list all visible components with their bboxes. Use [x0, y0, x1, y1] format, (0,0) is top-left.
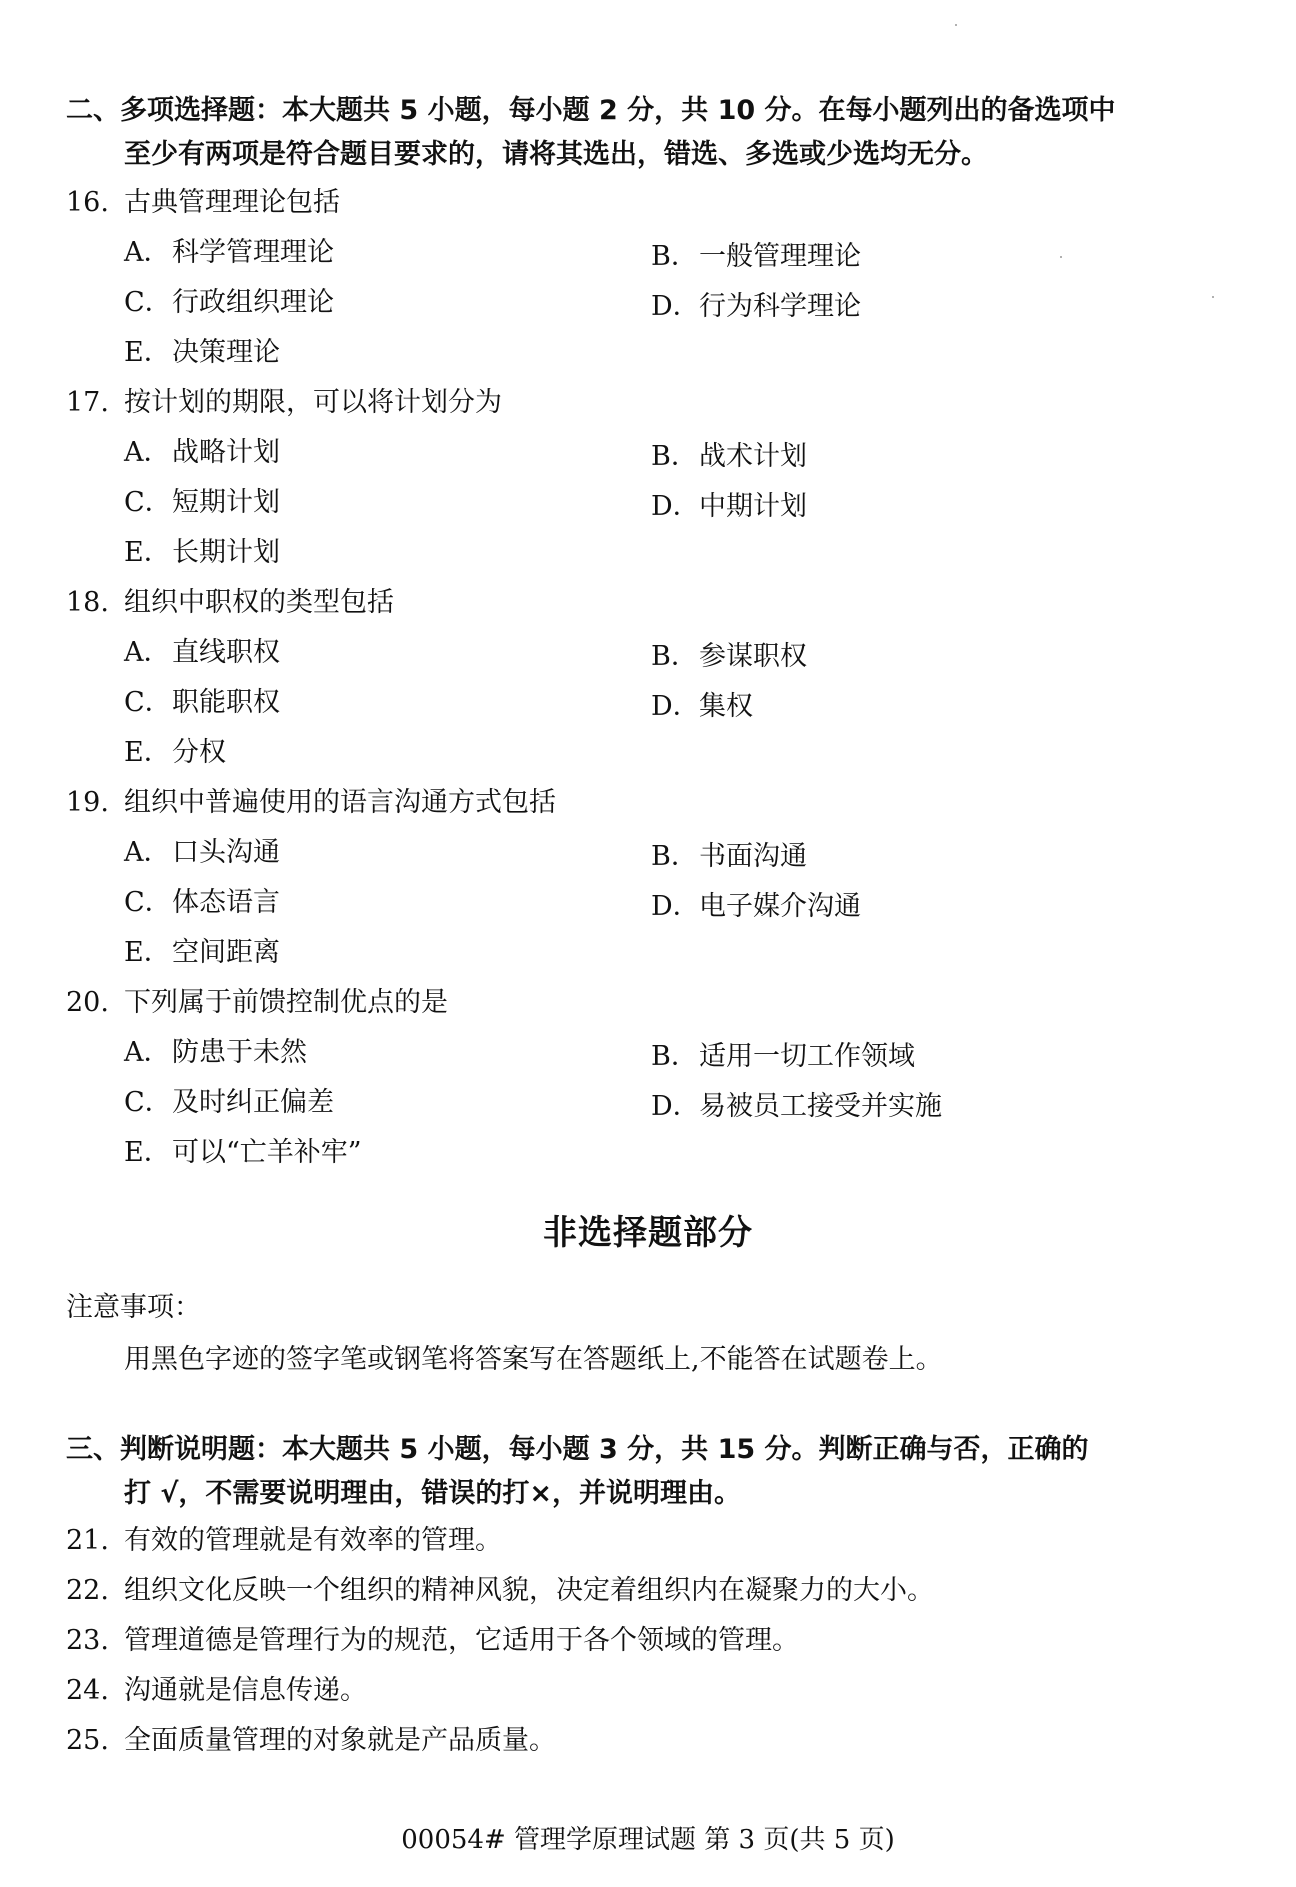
option-key: D． — [651, 1091, 700, 1122]
option-a — [124, 1028, 307, 1078]
option-text: 书面沟通 — [699, 841, 807, 872]
option-text: 口头沟通 — [172, 837, 280, 868]
page-footer: 00054# 管理学原理试题 第 3 页(共 5 页) — [401, 1825, 895, 1855]
question-number: 23. — [66, 1625, 109, 1656]
option-text: 防患于未然 — [172, 1037, 307, 1068]
option-key: D． — [651, 291, 700, 322]
option-key: A． — [124, 237, 171, 268]
option-key: D． — [651, 491, 700, 522]
option-key: A． — [124, 637, 171, 668]
option-text: 直线职权 — [172, 637, 280, 668]
question-text: 全面质量管理的对象就是产品质量。 — [124, 1725, 556, 1756]
option-text: 科学管理理论 — [172, 237, 334, 268]
option-text: 一般管理理论 — [699, 241, 861, 272]
question-number: 16. — [66, 187, 109, 218]
option-b — [651, 432, 807, 482]
question-text: 组织中职权的类型包括 — [124, 587, 394, 618]
option-text: 职能职权 — [172, 687, 280, 718]
question-text: 按计划的期限，可以将计划分为 — [124, 387, 502, 418]
option-text: 长期计划 — [172, 537, 280, 568]
option-key: C． — [124, 1087, 172, 1118]
option-e — [124, 728, 226, 778]
option-key: B． — [651, 1041, 698, 1072]
question-text: 组织文化反映一个组织的精神风貌，决定着组织内在凝聚力的大小。 — [124, 1575, 934, 1606]
option-c — [124, 678, 280, 728]
option-text: 可以“亡羊补牢” — [172, 1137, 362, 1168]
question-20 — [66, 978, 1196, 1178]
question-number: 18. — [66, 587, 109, 618]
question-text: 古典管理理论包括 — [124, 187, 340, 218]
option-key: E． — [124, 537, 171, 568]
notice-heading: 注意事项： — [66, 1292, 201, 1323]
question-24 — [66, 1666, 367, 1716]
option-e — [124, 528, 280, 578]
scan-speck — [1212, 296, 1214, 298]
question-stem — [66, 578, 1196, 628]
question-stem — [66, 378, 1196, 428]
option-key: E． — [124, 937, 171, 968]
option-text: 参谋职权 — [699, 641, 807, 672]
option-key: B． — [651, 441, 698, 472]
option-d — [651, 482, 807, 532]
option-d — [651, 1082, 942, 1132]
question-number: 21. — [66, 1525, 109, 1556]
option-b — [651, 232, 861, 282]
option-key: A． — [124, 837, 171, 868]
option-key: D． — [651, 891, 700, 922]
question-stem — [66, 978, 1196, 1028]
option-text: 适用一切工作领域 — [699, 1041, 915, 1072]
option-key: E． — [124, 1137, 171, 1168]
question-18 — [66, 578, 1196, 778]
question-text: 沟通就是信息传递。 — [124, 1675, 367, 1706]
question-23 — [66, 1616, 799, 1666]
option-key: C． — [124, 287, 172, 318]
option-key: A． — [124, 1037, 171, 1068]
notice-text: 用黑色字迹的签字笔或钢笔将答案写在答题纸上,不能答在试题卷上。 — [124, 1344, 943, 1375]
option-d — [651, 282, 861, 332]
option-text: 决策理论 — [172, 337, 280, 368]
option-text: 空间距离 — [172, 937, 280, 968]
question-number: 22. — [66, 1575, 109, 1606]
scan-speck — [955, 24, 957, 26]
option-key: C． — [124, 687, 172, 718]
option-list — [66, 428, 1196, 578]
option-d — [651, 882, 861, 932]
option-a — [124, 628, 280, 678]
part-title: 非选择题部分 — [543, 1213, 753, 1253]
section-3-heading — [66, 1428, 1196, 1516]
question-text: 有效的管理就是有效率的管理。 — [124, 1525, 502, 1556]
option-c — [124, 878, 280, 928]
option-a — [124, 828, 280, 878]
option-text: 易被员工接受并实施 — [699, 1091, 942, 1122]
option-b — [651, 632, 807, 682]
option-text: 行为科学理论 — [699, 291, 861, 322]
question-number: 24. — [66, 1675, 109, 1706]
option-key: E． — [124, 737, 171, 768]
question-stem — [66, 778, 1196, 828]
option-e — [124, 1128, 362, 1178]
option-key: B． — [651, 241, 698, 272]
option-key: C． — [124, 887, 172, 918]
option-text: 电子媒介沟通 — [699, 891, 861, 922]
option-key: C． — [124, 487, 172, 518]
option-key: E． — [124, 337, 171, 368]
option-text: 中期计划 — [699, 491, 807, 522]
option-text: 分权 — [172, 737, 226, 768]
question-19 — [66, 778, 1196, 978]
option-text: 及时纠正偏差 — [172, 1087, 334, 1118]
question-21 — [66, 1516, 502, 1566]
question-25 — [66, 1716, 556, 1766]
option-list — [66, 228, 1196, 378]
option-a — [124, 428, 280, 478]
option-e — [124, 928, 280, 978]
question-17 — [66, 378, 1196, 578]
option-key: D． — [651, 691, 700, 722]
question-text: 组织中普遍使用的语言沟通方式包括 — [124, 787, 556, 818]
option-text: 战略计划 — [172, 437, 280, 468]
option-a — [124, 228, 334, 278]
option-text: 战术计划 — [699, 441, 807, 472]
option-c — [124, 478, 280, 528]
option-text: 短期计划 — [172, 487, 280, 518]
option-c — [124, 278, 334, 328]
option-list — [66, 828, 1196, 978]
section-2-heading-line2: 至少有两项是符合题目要求的，请将其选出，错选、多选或少选均无分。 — [124, 139, 988, 170]
question-number: 25. — [66, 1725, 109, 1756]
option-list — [66, 1028, 1196, 1178]
option-b — [651, 1032, 915, 1082]
question-number: 17. — [66, 387, 109, 418]
section-3-heading-line1: 三、判断说明题：本大题共 5 小题，每小题 3 分，共 15 分。判断正确与否，正确的 — [66, 1434, 1089, 1465]
option-text: 行政组织理论 — [172, 287, 334, 318]
question-stem — [66, 178, 1196, 228]
section-2-heading — [66, 89, 1196, 177]
section-3-heading-line2: 打 √，不需要说明理由，错误的打×，并说明理由。 — [124, 1478, 742, 1509]
option-text: 体态语言 — [172, 887, 280, 918]
option-c — [124, 1078, 334, 1128]
option-key: B． — [651, 841, 698, 872]
option-text: 集权 — [699, 691, 753, 722]
option-key: B． — [651, 641, 698, 672]
section-2-heading-line1: 二、多项选择题：本大题共 5 小题，每小题 2 分，共 10 分。在每小题列出的备选项中 — [66, 95, 1116, 126]
option-list — [66, 628, 1196, 778]
option-e — [124, 328, 280, 378]
option-key: A． — [124, 437, 171, 468]
question-number: 20. — [66, 987, 109, 1018]
question-text: 下列属于前馈控制优点的是 — [124, 987, 448, 1018]
question-16 — [66, 178, 1196, 378]
question-number: 19. — [66, 787, 109, 818]
question-22 — [66, 1566, 934, 1616]
question-text: 管理道德是管理行为的规范，它适用于各个领域的管理。 — [124, 1625, 799, 1656]
option-d — [651, 682, 753, 732]
scan-speck — [1060, 256, 1062, 258]
option-b — [651, 832, 807, 882]
